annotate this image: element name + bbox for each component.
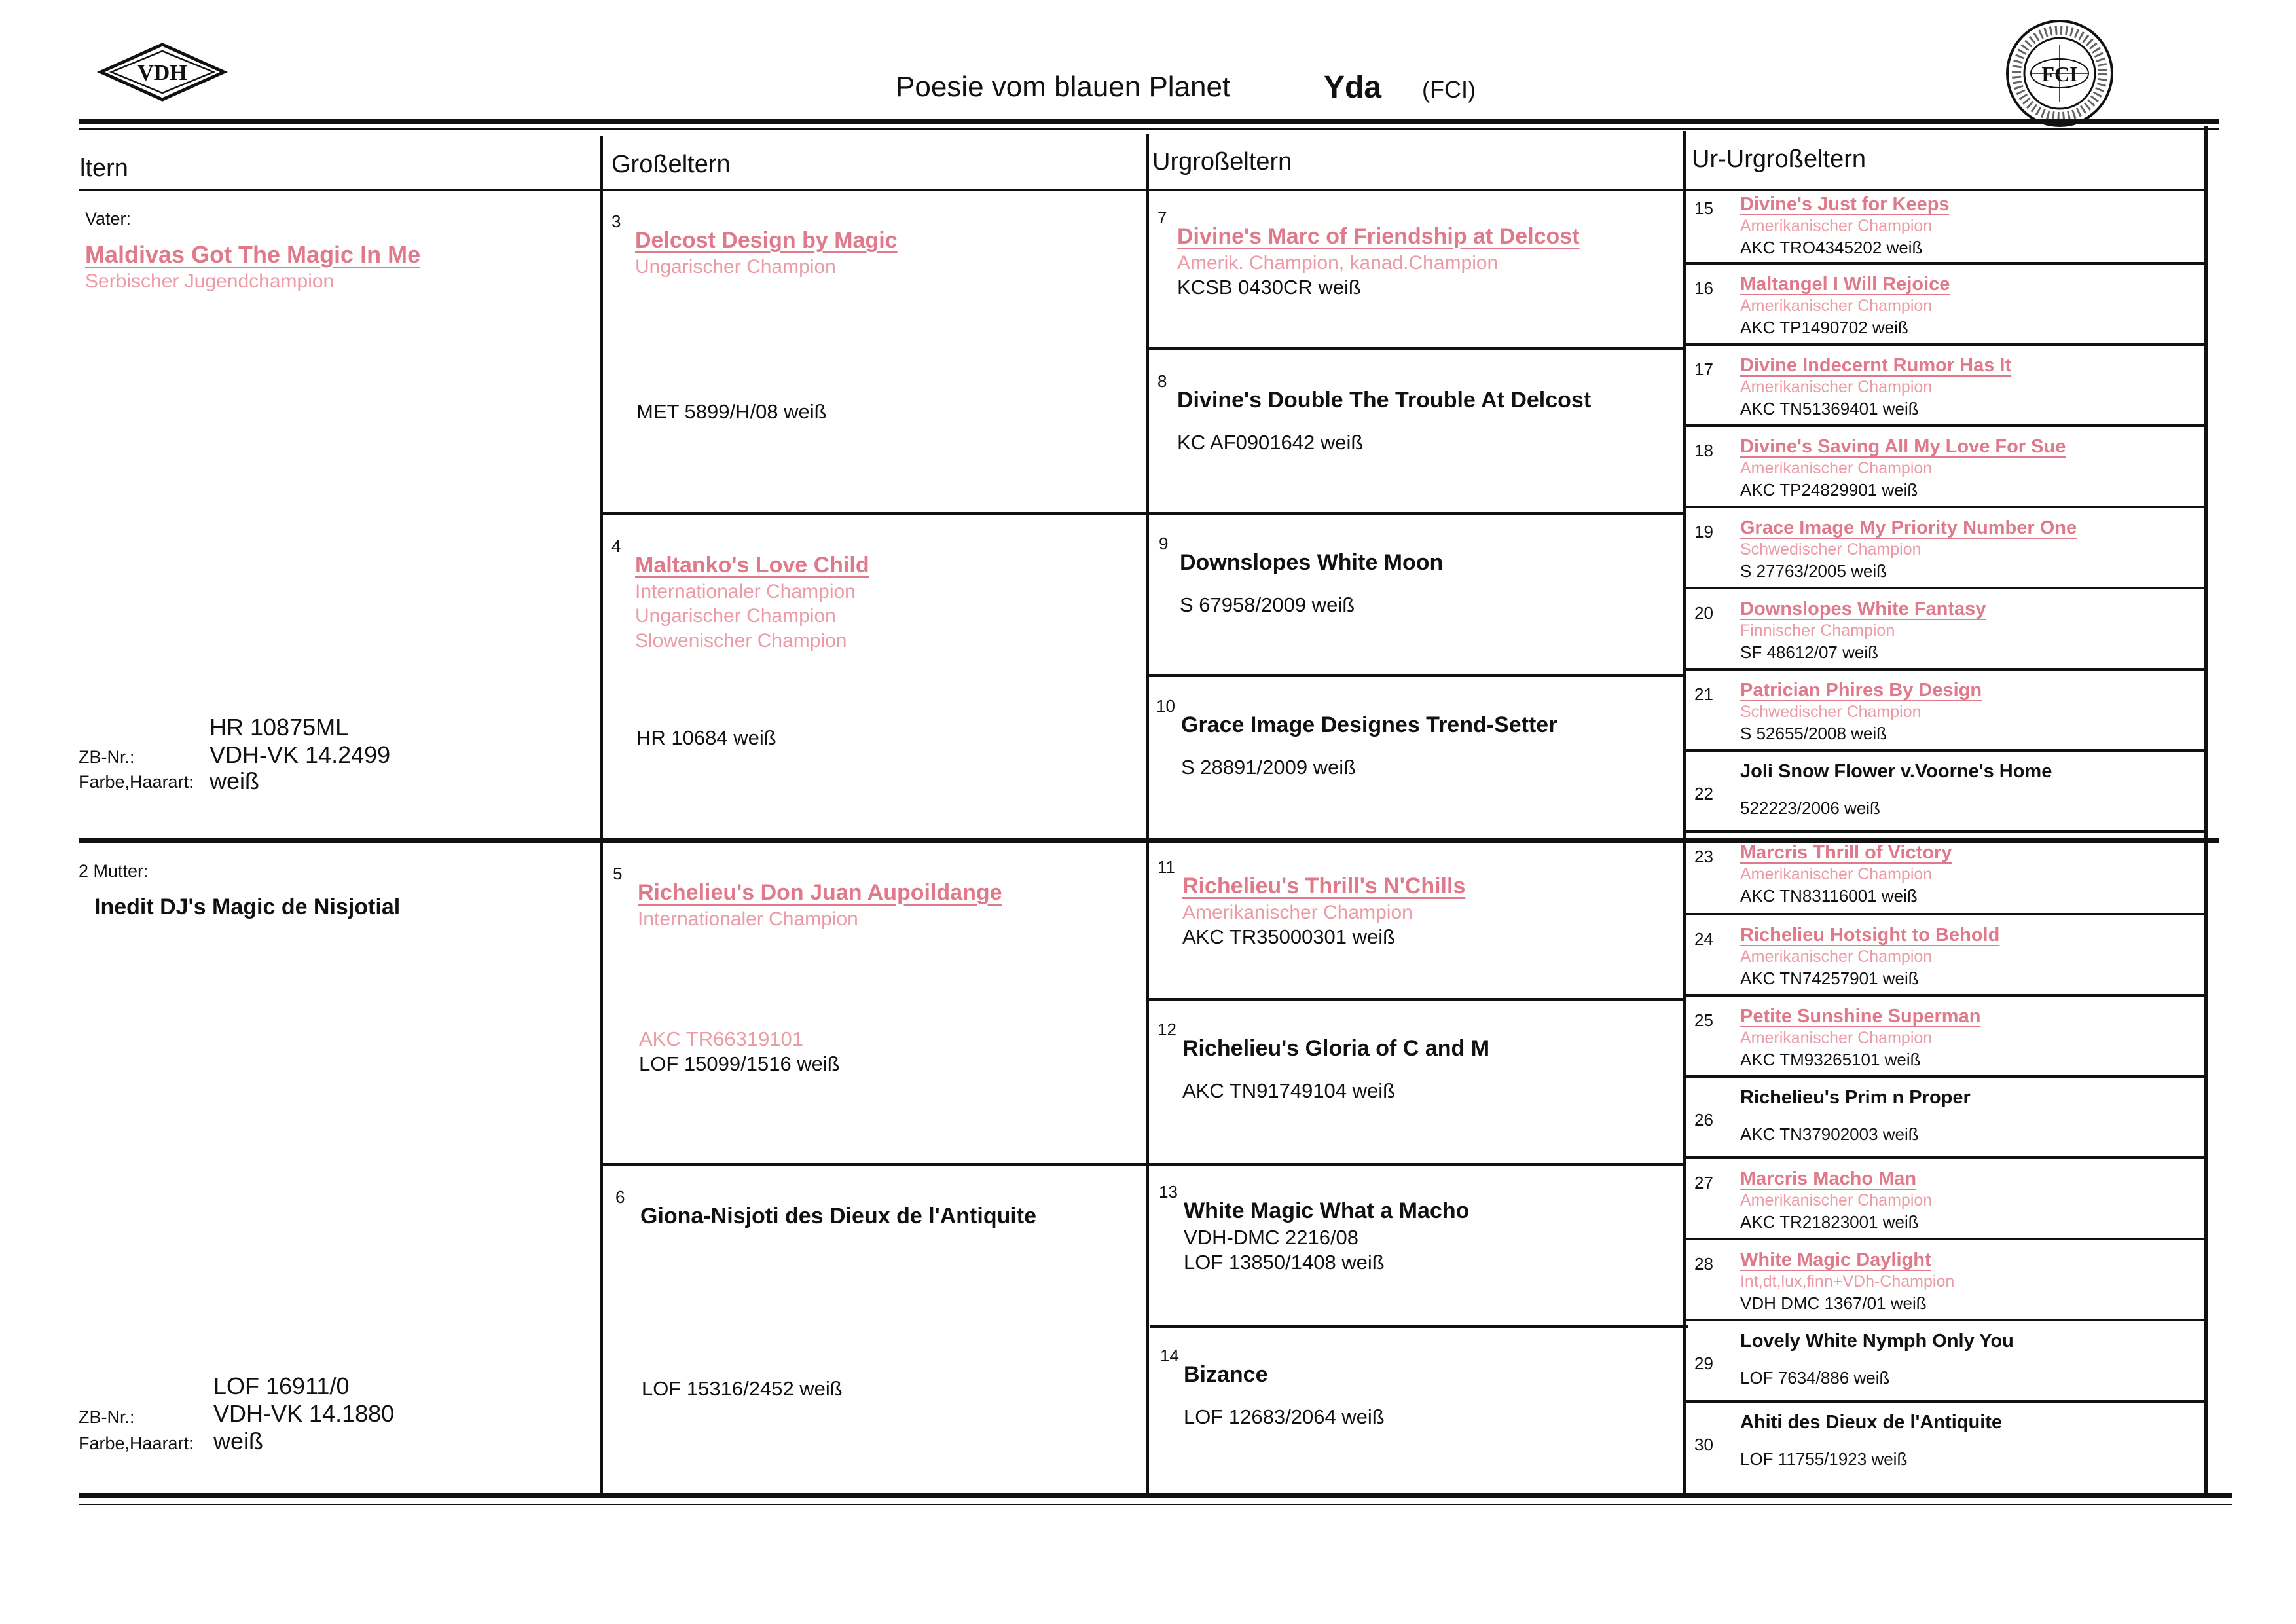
great-great-grandparent-16-reg: AKC TP1490702 weiß	[1740, 317, 1908, 337]
fci-seal-text: FCI	[2041, 62, 2078, 86]
grandparent-5-title: Internationaler Champion	[638, 908, 858, 930]
great-great-grandparent-23-title: Amerikanischer Champion	[1740, 865, 1933, 884]
great-great-grandparent-21-title: Schwedischer Champion	[1740, 703, 1922, 722]
great-great-grandparent-15	[1694, 193, 2198, 258]
great-great-grandparent-19-title: Schwedischer Champion	[1740, 540, 1922, 559]
great-great-grandparent-23-name: Marcris Thrill of Victory	[1740, 842, 1952, 863]
great-grandparent-9-reg: S 67958/2009 weiß	[1180, 593, 1355, 616]
grandparent-6	[615, 1183, 1139, 1230]
ggp-divider-7	[1147, 347, 1685, 350]
great-great-grandparent-27-name: Marcris Macho Man	[1740, 1168, 1917, 1189]
great-great-grandparent-25	[1694, 1005, 2198, 1070]
great-great-grandparent-26	[1694, 1086, 2198, 1145]
dog-name: Poesie vom blauen Planet	[896, 71, 1231, 103]
father-title: Serbischer Jugendchampion	[85, 270, 335, 292]
great-grandparent-11-name: Richelieu's Thrill's N'Chills	[1182, 874, 1466, 898]
great-grandparent-7-reg: KCSB 0430CR weiß	[1177, 276, 1361, 299]
g3-divider-26	[1684, 1156, 2205, 1159]
great-great-grandparent-17-number: 17	[1694, 360, 1713, 379]
great-great-grandparent-28-name: White Magic Daylight	[1740, 1249, 1931, 1270]
great-great-grandparent-15-name: Divine's Just for Keeps	[1740, 194, 1950, 215]
fci-seal	[2005, 18, 2115, 128]
gp-divider-1	[601, 512, 1148, 515]
grandparent-4-reg: HR 10684 weiß	[636, 726, 776, 749]
great-great-grandparent-17-name: Divine Indecernt Rumor Has It	[1740, 355, 2012, 376]
great-great-grandparent-20-reg: SF 48612/07 weiß	[1740, 642, 1879, 662]
great-great-grandparent-22-name: Joli Snow Flower v.Voorne's Home	[1740, 761, 2052, 782]
great-great-grandparent-28	[1694, 1248, 2198, 1314]
vdh-logo	[97, 41, 228, 103]
great-grandparent-10	[1156, 692, 1673, 780]
great-great-grandparent-24-title: Amerikanischer Champion	[1740, 948, 1933, 967]
g3-divider-25	[1684, 1075, 2205, 1078]
header-row-rule	[79, 189, 2206, 191]
mother-reg: LOF 16911/0	[213, 1373, 350, 1399]
great-great-grandparent-21	[1694, 678, 2198, 744]
great-great-grandparent-16	[1694, 272, 2198, 338]
great-great-grandparent-22	[1694, 760, 2198, 819]
g3-divider-19	[1684, 587, 2205, 589]
great-great-grandparent-25-title: Amerikanischer Champion	[1740, 1029, 1933, 1048]
great-great-grandparent-20	[1694, 597, 2198, 663]
father-color-label: Farbe,Haarart:	[79, 772, 194, 792]
ggp-divider-9	[1147, 674, 1685, 677]
great-great-grandparent-23	[1694, 841, 2198, 906]
great-great-grandparent-20-title: Finnischer Champion	[1740, 621, 1895, 640]
column-header-grandparents: Großeltern	[611, 151, 731, 178]
grandparent-3-reg: MET 5899/H/08 weiß	[636, 400, 827, 423]
great-great-grandparent-18-title: Amerikanischer Champion	[1740, 459, 1933, 478]
great-great-grandparent-27-reg: AKC TR21823001 weiß	[1740, 1211, 1919, 1232]
g3-divider-23	[1684, 913, 2205, 915]
great-grandparent-12-reg: AKC TN91749104 weiß	[1182, 1079, 1396, 1102]
great-great-grandparent-18-number: 18	[1694, 441, 1713, 460]
grandparent-5	[613, 859, 1137, 931]
call-name: Yda	[1324, 70, 1382, 105]
great-great-grandparent-24-reg: AKC TN74257901 weiß	[1740, 968, 1919, 988]
great-great-grandparent-23-number: 23	[1694, 847, 1713, 866]
great-grandparent-14-reg: LOF 12683/2064 weiß	[1184, 1405, 1385, 1428]
father-reg: HR 10875ML	[210, 714, 349, 741]
great-grandparent-14	[1160, 1341, 1677, 1430]
grandparent-3-number: 3	[611, 212, 621, 231]
great-grandparent-7-number: 7	[1157, 208, 1167, 227]
vdh-logo-text: VDH	[137, 61, 187, 85]
great-great-grandparent-28-number: 28	[1694, 1254, 1713, 1274]
great-grandparent-13-number: 13	[1159, 1182, 1178, 1202]
great-great-grandparent-22-reg: 522223/2006 weiß	[1740, 798, 1880, 819]
grandparent-4-title-1: Internationaler Champion	[635, 580, 856, 602]
great-grandparent-9-number: 9	[1159, 534, 1169, 553]
great-great-grandparent-18-name: Divine's Saving All My Love For Sue	[1740, 436, 2066, 457]
grandparent-3-name: Delcost Design by Magic	[635, 228, 898, 253]
grandparent-4	[611, 532, 1135, 653]
great-great-grandparent-29-number: 29	[1694, 1354, 1713, 1373]
g3-divider-27	[1684, 1238, 2205, 1240]
great-great-grandparent-17-title: Amerikanischer Champion	[1740, 378, 1933, 397]
great-grandparent-13-reg-2: LOF 13850/1408 weiß	[1184, 1251, 1385, 1274]
great-grandparent-8	[1157, 367, 1675, 455]
great-grandparent-12-number: 12	[1157, 1020, 1176, 1039]
great-great-grandparent-21-reg: S 52655/2008 weiß	[1740, 723, 1887, 743]
grandparent-6-reg: LOF 15316/2452 weiß	[642, 1377, 843, 1400]
great-great-grandparent-26-name: Richelieu's Prim n Proper	[1740, 1087, 1971, 1108]
grandparent-6-number: 6	[615, 1187, 625, 1207]
great-grandparent-13	[1159, 1177, 1676, 1276]
great-great-grandparent-29	[1694, 1329, 2198, 1389]
g3-divider-29	[1684, 1400, 2205, 1403]
great-great-grandparent-25-name: Petite Sunshine Superman	[1740, 1006, 1981, 1027]
great-great-grandparent-25-number: 25	[1694, 1010, 1713, 1030]
father-block	[85, 208, 589, 293]
great-great-grandparent-16-number: 16	[1694, 278, 1713, 298]
great-grandparent-7-title: Amerik. Champion, kanad.Champion	[1177, 251, 1499, 274]
great-great-grandparent-29-name: Lovely White Nymph Only You	[1740, 1331, 2014, 1352]
mother-name: Inedit DJ's Magic de Nisjotial	[94, 894, 401, 919]
father-zb: VDH-VK 14.2499	[210, 741, 391, 768]
great-great-grandparent-23-reg: AKC TN83116001 weiß	[1740, 885, 1918, 906]
grandparent-3-title: Ungarischer Champion	[635, 255, 836, 278]
great-grandparent-11-reg: AKC TR35000301 weiß	[1182, 925, 1396, 948]
great-great-grandparent-20-number: 20	[1694, 603, 1713, 623]
top-rule-thin	[79, 128, 2219, 130]
great-great-grandparent-19-number: 19	[1694, 522, 1713, 542]
great-great-grandparent-24-number: 24	[1694, 929, 1713, 949]
mother-zb-label: ZB-Nr.:	[79, 1407, 135, 1427]
g3-divider-21	[1684, 749, 2205, 752]
g3-divider-18	[1684, 506, 2205, 508]
great-great-grandparent-27-title: Amerikanischer Champion	[1740, 1191, 1933, 1210]
great-great-grandparent-30	[1694, 1411, 2198, 1470]
g3-divider-22	[1684, 830, 2205, 833]
great-grandparent-14-number: 14	[1160, 1346, 1179, 1365]
great-grandparent-11-number: 11	[1157, 857, 1175, 877]
column-header-great-grandparents: Urgroßeltern	[1152, 148, 1292, 175]
great-great-grandparent-24	[1694, 923, 2198, 989]
registry-label: (FCI)	[1422, 76, 1476, 103]
g3-divider-16	[1684, 343, 2205, 346]
great-great-grandparent-18	[1694, 435, 2198, 500]
gp-divider-3	[602, 1163, 1150, 1166]
great-grandparent-10-name: Grace Image Designes Trend-Setter	[1181, 712, 1558, 737]
g3-divider-15	[1684, 262, 2205, 265]
great-great-grandparent-19-name: Grace Image My Priority Number One	[1740, 517, 2077, 538]
great-great-grandparent-16-name: Maltangel I Will Rejoice	[1740, 274, 1950, 295]
grandparent-5-reg: LOF 15099/1516 weiß	[639, 1052, 840, 1075]
bottom-rule	[79, 1493, 2232, 1498]
great-great-grandparent-27	[1694, 1167, 2198, 1232]
great-great-grandparent-26-reg: AKC TN37902003 weiß	[1740, 1124, 1919, 1145]
col-divider-3	[1683, 131, 1686, 1493]
grandparent-6-name: Giona-Nisjoti des Dieux de l'Antiquite	[640, 1204, 1037, 1228]
mother-color-label: Farbe,Haarart:	[79, 1433, 194, 1453]
father-color: weiß	[210, 767, 260, 794]
great-grandparent-8-number: 8	[1157, 371, 1167, 391]
father-name: Maldivas Got The Magic In Me	[85, 240, 421, 268]
great-great-grandparent-21-name: Patrician Phires By Design	[1740, 680, 1982, 701]
great-grandparent-10-reg: S 28891/2009 weiß	[1181, 755, 1357, 779]
grandparent-5-reg-red: AKC TR66319101	[639, 1027, 804, 1050]
g3-divider-28	[1684, 1319, 2205, 1321]
grandparent-4-number: 4	[611, 536, 621, 556]
great-grandparent-12	[1157, 1015, 1675, 1103]
g3-divider-24	[1684, 994, 2205, 997]
father-zb-label: ZB-Nr.:	[79, 747, 135, 767]
ggp-divider-13	[1150, 1325, 1688, 1328]
great-grandparent-11-title: Amerikanischer Champion	[1182, 901, 1413, 923]
great-great-grandparent-27-number: 27	[1694, 1173, 1713, 1192]
grandparent-5-number: 5	[613, 864, 623, 883]
great-grandparent-11	[1157, 853, 1675, 950]
great-great-grandparent-15-number: 15	[1694, 198, 1713, 218]
great-great-grandparent-21-number: 21	[1694, 684, 1713, 704]
great-great-grandparent-30-name: Ahiti des Dieux de l'Antiquite	[1740, 1412, 2003, 1433]
grandparent-4-title-3: Slowenischer Champion	[635, 629, 847, 652]
mother-label: 2 Mutter:	[79, 861, 149, 881]
ggp-divider-8	[1147, 512, 1685, 515]
great-great-grandparent-19	[1694, 516, 2198, 581]
col-divider-2	[1146, 134, 1149, 1493]
great-great-grandparent-29-reg: LOF 7634/886 weiß	[1740, 1368, 1890, 1388]
great-great-grandparent-15-reg: AKC TRO4345202 weiß	[1740, 237, 1923, 257]
great-great-grandparent-17	[1694, 354, 2198, 419]
great-grandparent-7-name: Divine's Marc of Friendship at Delcost	[1177, 224, 1580, 249]
great-great-grandparent-25-reg: AKC TM93265101 weiß	[1740, 1049, 1921, 1069]
great-great-grandparent-17-reg: AKC TN51369401 weiß	[1740, 398, 1919, 418]
great-grandparent-14-name: Bizance	[1184, 1362, 1268, 1387]
great-grandparent-10-number: 10	[1156, 696, 1175, 716]
great-great-grandparent-15-title: Amerikanischer Champion	[1740, 217, 1933, 236]
mother-zb: VDH-VK 14.1880	[213, 1400, 395, 1427]
col-divider-1	[600, 136, 603, 1493]
great-great-grandparent-26-number: 26	[1694, 1110, 1713, 1130]
mother-color: weiß	[213, 1428, 264, 1454]
great-great-grandparent-28-title: Int,dt,lux,finn+VDh-Champion	[1740, 1272, 1955, 1291]
grandparent-4-name: Maltanko's Love Child	[635, 553, 869, 578]
right-border	[2204, 126, 2208, 1493]
great-grandparent-13-reg-1: VDH-DMC 2216/08	[1184, 1225, 1359, 1249]
ggp-divider-12	[1148, 1163, 1686, 1166]
great-great-grandparent-20-name: Downslopes White Fantasy	[1740, 599, 1986, 619]
great-great-grandparent-28-reg: VDH DMC 1367/01 weiß	[1740, 1293, 1927, 1313]
father-label: Vater:	[85, 209, 132, 229]
great-great-grandparent-30-reg: LOF 11755/1923 weiß	[1740, 1449, 1908, 1469]
great-grandparent-8-name: Divine's Double The Trouble At Delcost	[1177, 388, 1592, 413]
great-great-grandparent-18-reg: AKC TP24829901 weiß	[1740, 479, 1918, 500]
top-rule	[79, 119, 2219, 124]
great-grandparent-9-name: Downslopes White Moon	[1180, 550, 1444, 575]
grandparent-5-name: Richelieu's Don Juan Aupoildange	[638, 880, 1002, 905]
great-great-grandparent-30-number: 30	[1694, 1435, 1713, 1454]
great-grandparent-13-name: White Magic What a Macho	[1184, 1198, 1470, 1223]
g3-divider-20	[1684, 668, 2205, 671]
bottom-rule-thin	[79, 1504, 2232, 1505]
grandparent-4-title-2: Ungarischer Champion	[635, 605, 836, 627]
column-header-parents: ltern	[80, 155, 128, 182]
great-grandparent-7	[1157, 203, 1675, 301]
column-header-great-great-grandparents: Ur-Urgroßeltern	[1692, 145, 1867, 173]
great-great-grandparent-22-number: 22	[1694, 784, 1713, 803]
ggp-divider-11	[1148, 998, 1686, 1001]
grandparent-3	[611, 207, 1135, 279]
g3-divider-17	[1684, 424, 2205, 427]
great-grandparent-8-reg: KC AF0901642 weiß	[1177, 430, 1364, 454]
great-great-grandparent-24-name: Richelieu Hotsight to Behold	[1740, 925, 2000, 946]
great-grandparent-12-name: Richelieu's Gloria of C and M	[1182, 1036, 1490, 1061]
great-grandparent-9	[1159, 529, 1676, 618]
mother-block	[79, 860, 589, 921]
great-great-grandparent-16-title: Amerikanischer Champion	[1740, 297, 1933, 316]
great-great-grandparent-19-reg: S 27763/2005 weiß	[1740, 561, 1887, 581]
